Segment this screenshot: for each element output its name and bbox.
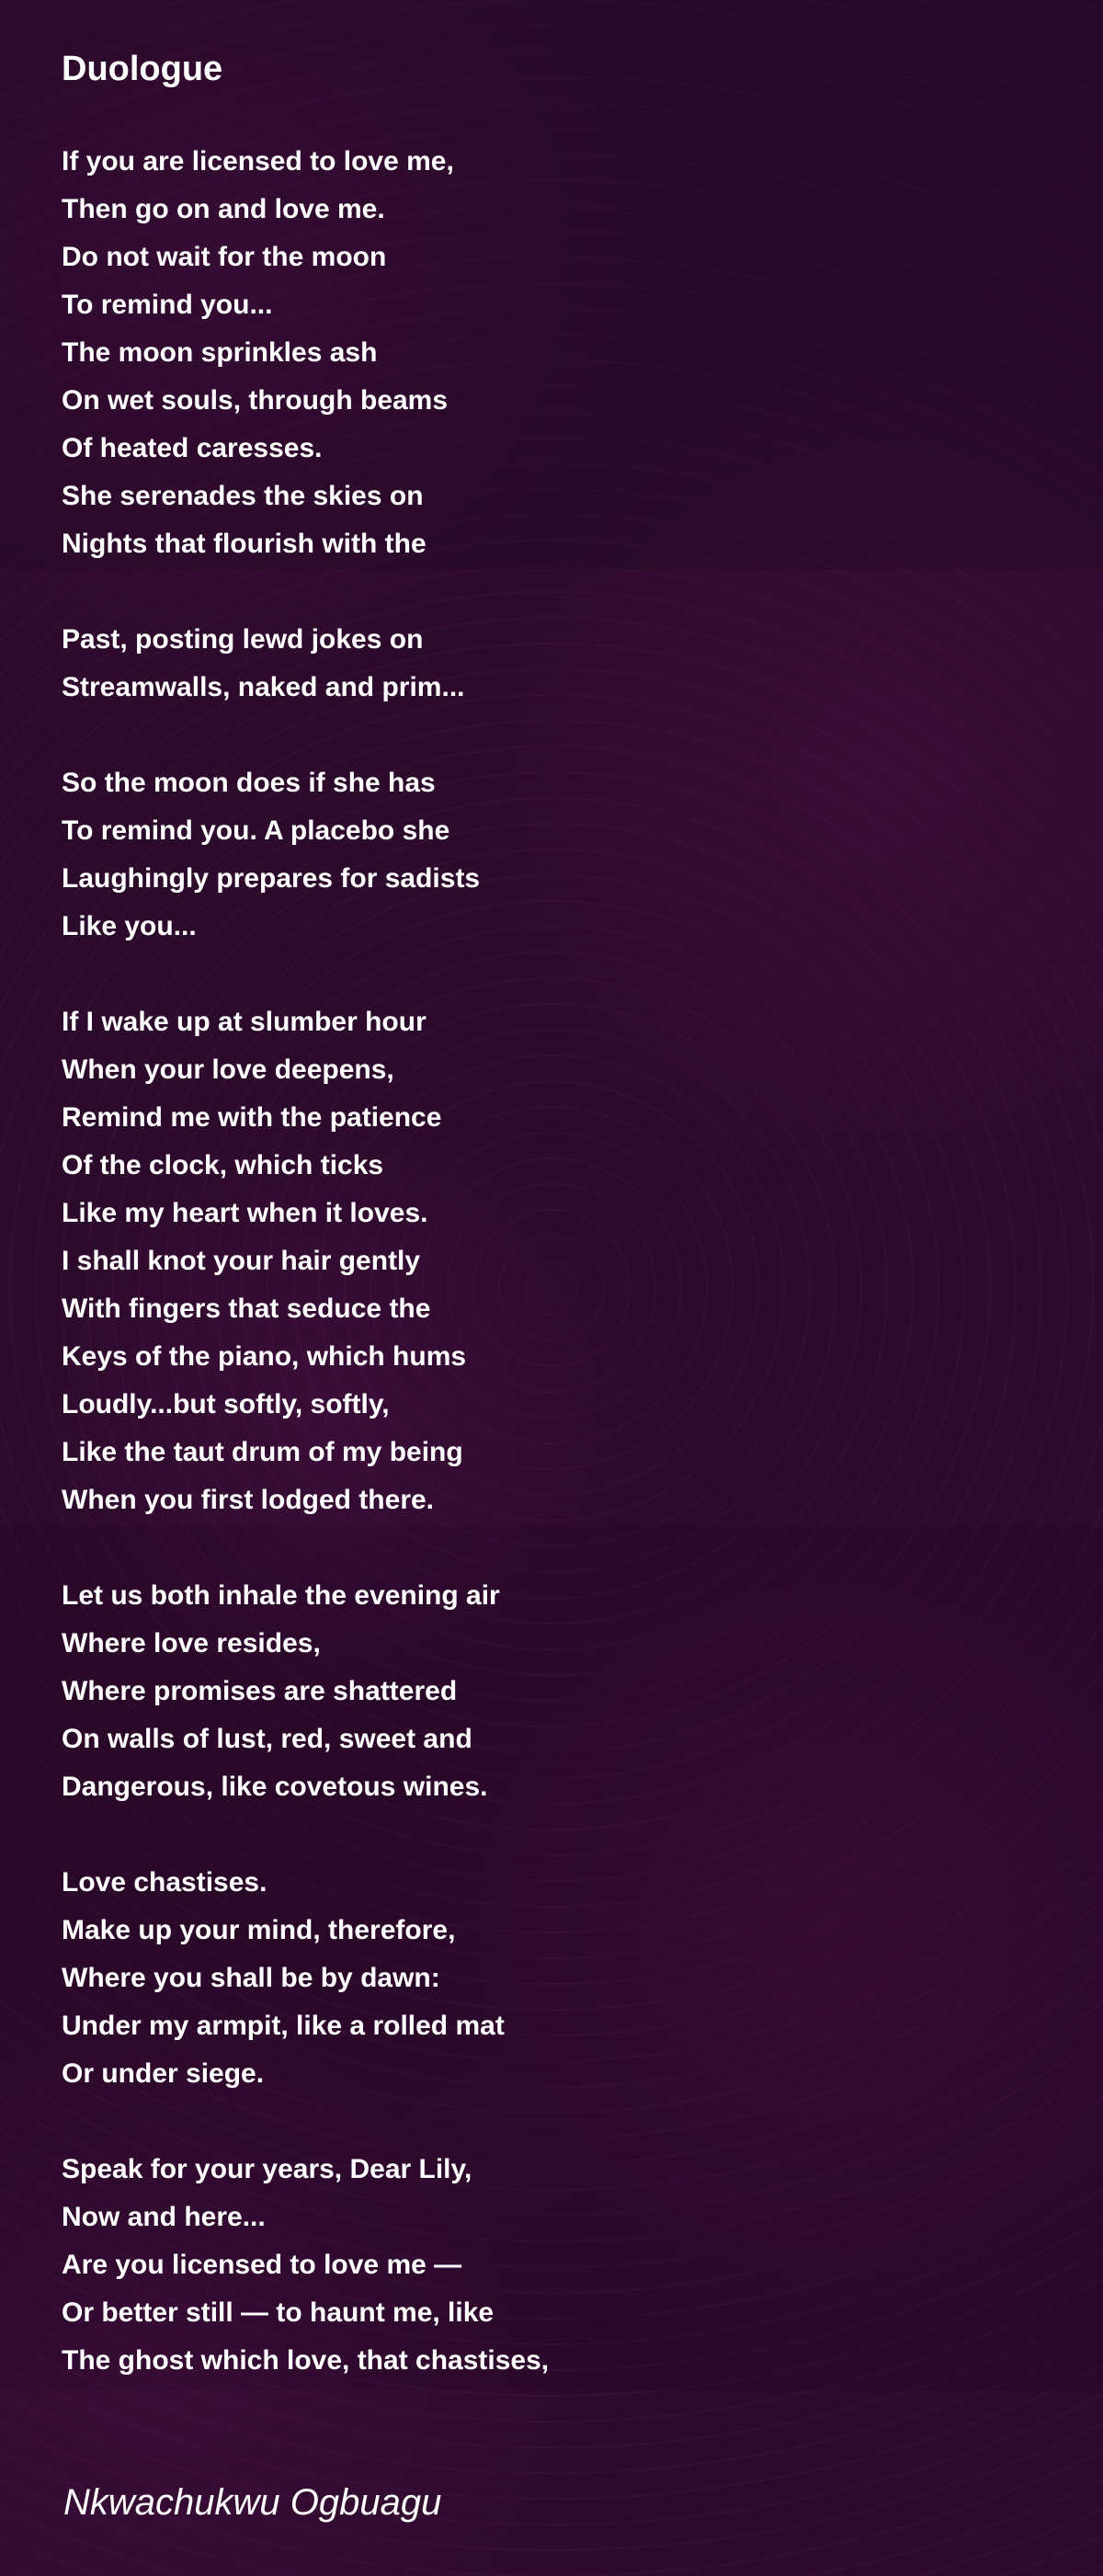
poem-line: Past, posting lewd jokes on [62, 624, 424, 655]
poem-line: Of the clock, which ticks [62, 1150, 384, 1180]
poem-line: So the moon does if she has [62, 768, 436, 798]
poem-line: Now and here... [62, 2202, 266, 2232]
poem-line: Where promises are shattered [62, 1676, 458, 1706]
poem-line: Where you shall be by dawn: [62, 1963, 440, 1993]
poem-line: Where love resides, [62, 1628, 321, 1658]
stanza-break [62, 568, 549, 616]
stanza-break [62, 2098, 549, 2146]
poem-line: Or under siege. [62, 2058, 265, 2089]
poem-line: Then go on and love me. [62, 194, 385, 224]
poem-line: When you first lodged there. [62, 1485, 435, 1515]
poem-line: The moon sprinkles ash [62, 337, 378, 368]
poem-line: If I wake up at slumber hour [62, 1007, 426, 1037]
stanza-break [62, 712, 549, 759]
poem-line: Keys of the piano, which hums [62, 1341, 467, 1372]
poem-title: Duologue [62, 50, 223, 88]
poem-line: Nights that flourish with the [62, 529, 426, 559]
poem-line: On walls of lust, red, sweet and [62, 1724, 472, 1754]
poem-line: To remind you... [62, 290, 273, 320]
poem-line: With fingers that seduce the [62, 1294, 431, 1324]
poem-line: Speak for your years, Dear Lily, [62, 2154, 472, 2184]
poem-line: Dangerous, like covetous wines. [62, 1772, 488, 1802]
poem-line: Let us both inhale the evening air [62, 1580, 500, 1611]
poem-line: Make up your mind, therefore, [62, 1915, 456, 1945]
poem-line: Do not wait for the moon [62, 242, 387, 272]
poem-line: Are you licensed to love me — [62, 2250, 462, 2280]
poem-line: Loudly...but softly, softly, [62, 1389, 390, 1419]
poem-line: Of heated caresses. [62, 433, 323, 463]
poem-line: Laughingly prepares for sadists [62, 863, 481, 894]
poem-line: On wet souls, through beams [62, 385, 449, 416]
poem-line: Under my armpit, like a rolled mat [62, 2011, 505, 2041]
poem-line: To remind you. A placebo she [62, 815, 450, 846]
poem-line: Like my heart when it loves. [62, 1198, 428, 1228]
poem-line: Love chastises. [62, 1867, 267, 1898]
stanza-break [62, 1811, 549, 1859]
poem-line: Like the taut drum of my being [62, 1437, 463, 1467]
poem-line: When your love deepens, [62, 1054, 394, 1085]
poem-line: The ghost which love, that chastises, [62, 2345, 550, 2376]
poem-line: She serenades the skies on [62, 481, 424, 511]
poem-line: Like you... [62, 911, 197, 941]
poem-body [62, 138, 549, 2385]
stanza-break [62, 951, 549, 998]
stanza-break [62, 1524, 549, 1572]
poem-line: Remind me with the patience [62, 1102, 442, 1133]
poem-author: Nkwachukwu Ogbuagu [63, 2482, 442, 2523]
poem-line: Or better still — to haunt me, like [62, 2297, 495, 2328]
poem-line: If you are licensed to love me, [62, 146, 454, 177]
poem-line: I shall knot your hair gently [62, 1246, 421, 1276]
poem-line: Streamwalls, naked and prim... [62, 672, 465, 702]
